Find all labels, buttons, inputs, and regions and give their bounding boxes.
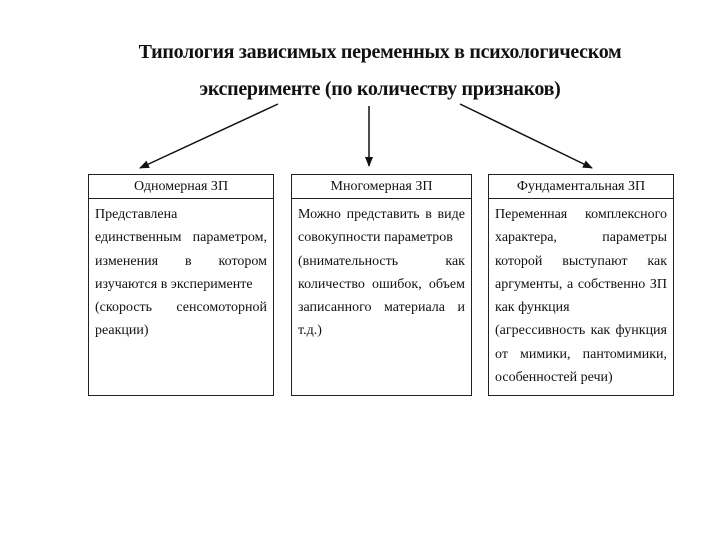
column-body [292, 199, 471, 343]
arrow-left [140, 104, 278, 168]
column-description: Можно представить в виде совокупности параметров [298, 207, 465, 246]
arrow-right [460, 104, 592, 168]
column-description: Представлена единственным параметром, изменения в котором изучаются в эксперименте [95, 207, 267, 292]
column-header: Многомерная ЗП [292, 175, 471, 199]
column-header: Одномерная ЗП [89, 175, 273, 199]
column-body [489, 199, 673, 389]
column-example: (агрессивность как функция от мимики, пантомимики, особенностей речи) [495, 323, 667, 386]
column-multi-dimensional [291, 174, 472, 396]
column-fundamental [488, 174, 674, 396]
column-body [89, 199, 273, 343]
column-description: Переменная комплексного характера, параметры которой выступают как аргументы, а собственно ЗП как функция [495, 207, 667, 316]
diagram-title: Типология зависимых переменных в психологическом эксперименте (по количеству признаков) [138, 41, 622, 100]
column-header: Фундаментальная ЗП [489, 175, 673, 199]
column-example: (внимательность как количество ошибок, объем записанного материала и т.д.) [298, 253, 465, 339]
column-example: (скорость сенсомоторной реакции) [95, 300, 267, 339]
column-one-dimensional [88, 174, 274, 396]
